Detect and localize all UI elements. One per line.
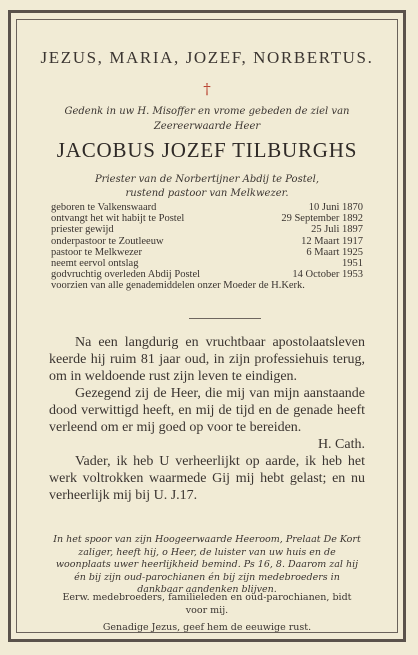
subtitle-line-2: rustend pastoor van Melkwezer. <box>125 188 289 199</box>
paragraph-2-text: Gezegend zij de Heer, die mij van mijn aanstaande dood verwittigd heeft, en mij de tijd en de genade heeft verleend om er mij goed op voor te bereiden. <box>49 386 365 435</box>
timeline-row <box>51 213 363 224</box>
timeline-label: onderpastoor te Zoutleeuw <box>51 235 164 247</box>
paragraph-1: Na een langdurig en vruchtbaar apostolaatsleven keerde hij ruim 81 jaar oud, in zijn professiehuis terug, om in weldoende rust zijn leven te eindigen. <box>49 335 365 384</box>
timeline-row <box>51 258 363 269</box>
deceased-subtitle <box>47 173 367 201</box>
subtitle-line-1: Priester van de Norbertijner Abdij te Postel, <box>94 174 320 185</box>
memorial-card <box>8 10 406 642</box>
inner-frame <box>16 19 398 633</box>
card-title: JEZUS, MARIA, JOZEF, NORBERTUS. <box>40 48 374 67</box>
timeline-label: voorzien van alle genademiddelen onzer Moeder de H.Kerk. <box>51 280 305 292</box>
timeline-label: geboren te Valkenswaard <box>51 202 157 213</box>
deceased-name: JACOBUS JOZEF TILBURGHS <box>56 138 358 162</box>
timeline-label: godvruchtig overleden Abdij Postel <box>51 269 201 281</box>
timeline-label: neemt eervol ontslag <box>51 258 139 270</box>
timeline-row <box>51 202 363 213</box>
timeline-value: 12 Maart 1917 <box>301 235 363 247</box>
main-text <box>49 334 365 504</box>
timeline-row <box>51 280 363 291</box>
timeline-label: ontvangt het wit habijt te Postel <box>51 213 185 225</box>
intro-text: Gedenk in uw H. Misoffer en vrome gebeden de ziel van Zeereerwaarde Heer <box>64 106 350 132</box>
paragraph-3: Vader, ik heb U verheerlijkt op aarde, ik heb het werk voltrokken waarmede Gij mij hebt gelast; en nu verheerlijk mij bij U. J.17. <box>49 454 365 503</box>
timeline-value: 1951 <box>342 258 363 270</box>
timeline-value: 10 Juni 1870 <box>308 202 363 213</box>
timeline-row <box>51 236 363 247</box>
cross-icon: † <box>203 80 211 98</box>
timeline-value: 25 Juli 1897 <box>311 224 363 236</box>
closing-prayer: Genadige Jezus, geef hem de eeuwige rust. <box>102 622 312 633</box>
timeline-label: pastoor te Melkwezer <box>51 246 142 258</box>
paragraph-2 <box>49 385 365 453</box>
timeline-label: priester gewijd <box>51 224 114 236</box>
quote-source: H. Cath. <box>317 437 365 452</box>
tribute-text: In het spoor van zijn Hoogeerwaarde Heeroom, Prelaat De Kort zaliger, heeft hij, o Heer, de luister van uw huis en de woonplaats uwer heerlijkheid bemind. Ps 16, 8. Daarom zal hij én bij zijn oud-parochianen én bij zijn medebroeders in dankbaar aandenken blijven. <box>53 534 361 595</box>
timeline-row <box>51 224 363 235</box>
timeline-value: 6 Maart 1925 <box>306 246 363 258</box>
timeline-row <box>51 247 363 258</box>
divider <box>189 318 261 319</box>
timeline-value: 14 October 1953 <box>292 269 363 281</box>
prayer-request: Eerw. medebroeders, familieleden en oud-parochianen, bidt voor mij. <box>62 592 352 616</box>
timeline-value: 29 September 1892 <box>281 213 363 225</box>
life-timeline <box>51 202 363 292</box>
timeline-row <box>51 269 363 280</box>
